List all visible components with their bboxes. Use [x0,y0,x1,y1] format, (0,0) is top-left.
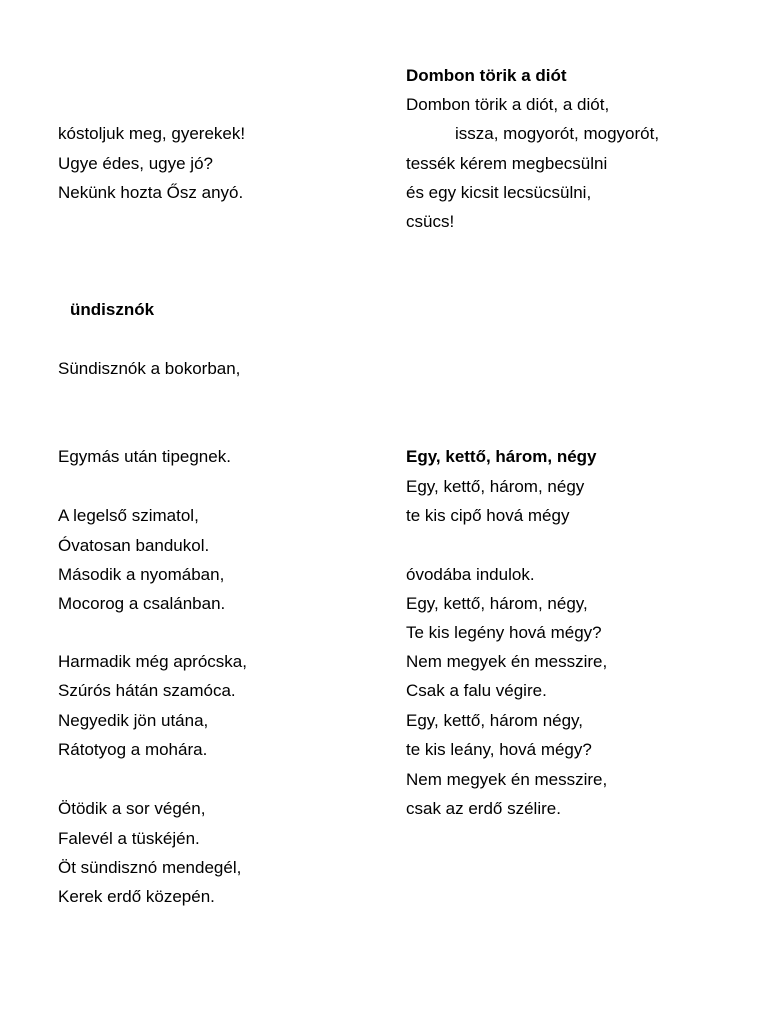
poem-title: Egy, kettő, három, négy [406,447,597,466]
poem-line: Egymás után tipegnek. [58,447,231,466]
poem-line: tessék kérem megbecsülni [406,154,608,173]
poem-line: Öt sündisznó mendegél, [58,858,242,877]
poem-line: issza, mogyorót, mogyorót, [455,124,660,143]
poem-line: Óvatosan bandukol. [58,536,210,555]
poem-line: Sündisznók a bokorban, [58,359,241,378]
poem-line: Kerek erdő közepén. [58,887,215,906]
poem-line: Negyedik jön utána, [58,711,209,730]
poem-line: Egy, kettő, három, négy, [406,594,588,613]
poem-line: Csak a falu végire. [406,681,547,700]
poem-line: és egy kicsit lecsücsülni, [406,183,592,202]
poem-title: Dombon törik a diót [406,66,567,85]
poem-line: Ötödik a sor végén, [58,799,206,818]
poem-line: te kis leány, hová mégy? [406,740,592,759]
poem-line: te kis cipő hová mégy [406,506,570,525]
poem-line: Dombon törik a diót, a diót, [406,95,610,114]
poem-line: A legelső szimatol, [58,506,199,525]
poem-line: Nem megyek én messzire, [406,770,608,789]
poem-line: Nekünk hozta Ősz anyó. [58,183,244,202]
poem-line: Szúrós hátán szamóca. [58,681,236,700]
poem-line: óvodába indulok. [406,565,535,584]
poem-title: ündisznók [70,300,155,319]
poem-line: Mocorog a csalánban. [58,594,226,613]
poem-line: Egy, kettő, három négy, [406,711,584,730]
poem-line: csak az erdő szélire. [406,799,561,818]
poem-line: Harmadik még aprócska, [58,652,247,671]
poem-line: Ugye édes, ugye jó? [58,154,213,173]
poem-line: Falevél a tüskéjén. [58,829,200,848]
poem-line: Te kis legény hová mégy? [406,623,602,642]
poem-line: Nem megyek én messzire, [406,652,608,671]
poem-line: Második a nyomában, [58,565,225,584]
poem-line: csücs! [406,212,455,231]
poem-line: kóstoljuk meg, gyerekek! [58,124,246,143]
poem-line: Rátotyog a mohára. [58,740,208,759]
poem-line: Egy, kettő, három, négy [406,477,585,496]
